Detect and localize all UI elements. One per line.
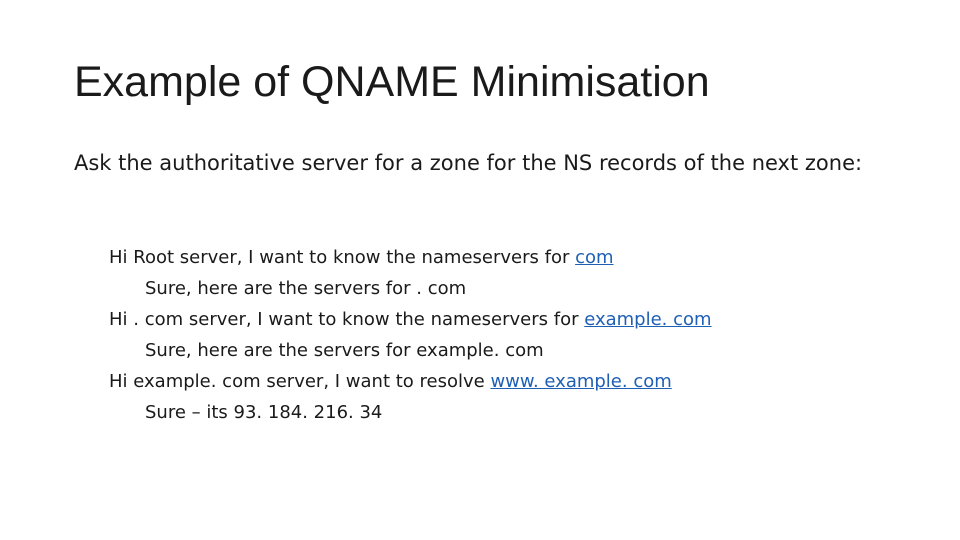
dialog-list	[109, 242, 929, 428]
slide-title: Example of QNAME Minimisation	[74, 58, 710, 106]
www-example-com-link[interactable]: www. example. com	[490, 371, 672, 392]
dialog-reply-example	[109, 397, 929, 428]
dialog-text: Sure – its 93. 184. 216. 34	[145, 402, 383, 423]
dialog-question-root	[109, 242, 929, 273]
dialog-text: Hi example. com server, I want to resolve	[109, 371, 491, 392]
dialog-text: Sure, here are the servers for example. com	[145, 340, 544, 361]
dialog-text: Hi Root server, I want to know the nameservers for	[109, 247, 576, 268]
com-link[interactable]: com	[575, 247, 614, 268]
intro-text: Ask the authoritative server for a zone for the NS records of the next zone:	[74, 151, 863, 175]
dialog-text: Sure, here are the servers for . com	[145, 278, 467, 299]
dialog-reply-root	[109, 273, 929, 304]
dialog-question-example	[109, 366, 929, 397]
example-com-link[interactable]: example. com	[584, 309, 712, 330]
dialog-text: Hi . com server, I want to know the nameservers for	[109, 309, 585, 330]
dialog-question-com	[109, 304, 929, 335]
dialog-reply-com	[109, 335, 929, 366]
